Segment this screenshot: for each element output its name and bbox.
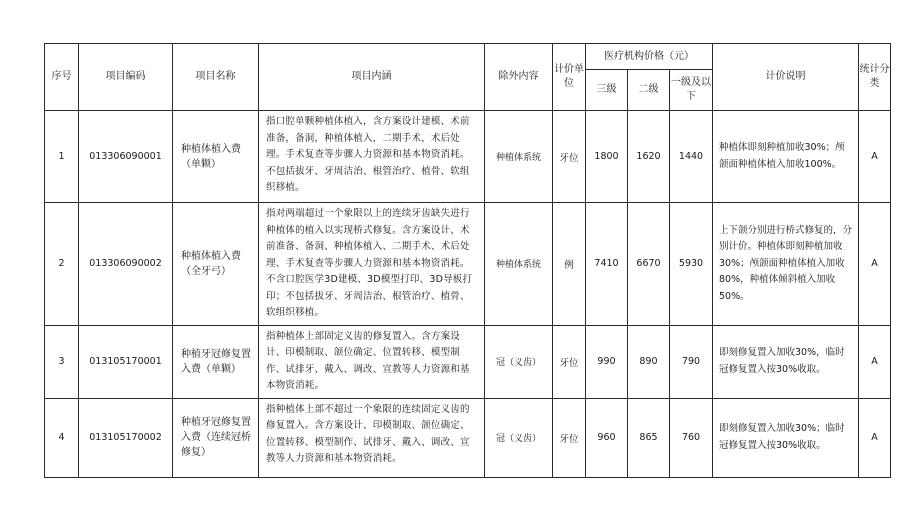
cell-name: 种植牙冠修复置入费（单颗） (173, 325, 259, 398)
header-level1: 一级及以下 (670, 70, 713, 111)
cell-category: A (859, 325, 891, 398)
header-level2: 二级 (628, 70, 670, 111)
cell-name: 种植牙冠修复置入费（连续冠桥修复） (173, 398, 259, 477)
pricing-table (44, 43, 891, 478)
cell-category: A (859, 111, 891, 203)
cell-price-level3: 960 (586, 398, 628, 477)
header-seq: 序号 (45, 44, 79, 111)
cell-name: 种植体植入费（单颗） (173, 111, 259, 203)
cell-unit: 牙位 (553, 398, 586, 477)
cell-price-level2: 1620 (628, 111, 670, 203)
cell-code: 013105170002 (79, 398, 173, 477)
cell-unit: 牙位 (553, 325, 586, 398)
header-category: 统计分类 (859, 44, 891, 111)
cell-content: 指口腔单颗种植体植入，含方案设计建模、术前准备，备洞，种植体植入，二期手术，术后处理。手术复查等步骤人力资源和基本物资消耗。不包括拔牙、牙周洁治、根管治疗、植骨、软组织移植。 (259, 111, 485, 203)
cell-price-level1: 790 (670, 325, 713, 398)
header-note: 计价说明 (713, 44, 859, 111)
cell-content: 指对两端超过一个象限以上的连续牙齿缺失进行种植体的植入以实现桥式修复。含方案设计、术前准备、备洞、种植体植入、二期手术、术后处理、手术复查等步骤人力资源和基本物资消耗。不含口腔医学3D建模、3D模型打印、3D导板打印；不包括拔牙、牙周洁治、根管治疗、植骨、软组织移植。 (259, 203, 485, 326)
header-code: 项目编码 (79, 44, 173, 111)
cell-exclusions: 种植体系统 (485, 111, 553, 203)
cell-price-level1: 5930 (670, 203, 713, 326)
cell-note: 种植体即刻种植加收30%；颅颌面种植体植入加收100%。 (713, 111, 859, 203)
table-row (45, 398, 891, 477)
cell-code: 013306090001 (79, 111, 173, 203)
table-row (45, 203, 891, 326)
cell-category: A (859, 203, 891, 326)
cell-content: 指种植体上部不超过一个象限的连续固定义齿的修复置入。含方案设计、印模制取、颌位确定、位置转移、模型制作、试排牙、戴入、调改、宣教等人力资源和基本物资消耗。 (259, 398, 485, 477)
cell-unit: 例 (553, 203, 586, 326)
cell-price-level3: 1800 (586, 111, 628, 203)
cell-price-level1: 760 (670, 398, 713, 477)
cell-note: 上下颌分别进行桥式修复的，分别计价。种植体即刻种植加收30%；颅颌面种植体植入加收80%，种植体倾斜植入加收50%。 (713, 203, 859, 326)
header-level3: 三级 (586, 70, 628, 111)
cell-code: 013105170001 (79, 325, 173, 398)
pricing-table-container (44, 43, 890, 478)
cell-seq: 1 (45, 111, 79, 203)
cell-seq: 2 (45, 203, 79, 326)
cell-category: A (859, 398, 891, 477)
cell-price-level2: 865 (628, 398, 670, 477)
cell-seq: 4 (45, 398, 79, 477)
cell-price-level1: 1440 (670, 111, 713, 203)
cell-note: 即刻修复置入加收30%，临时冠修复置入按30%收取。 (713, 325, 859, 398)
cell-price-level3: 990 (586, 325, 628, 398)
cell-exclusions: 种植体系统 (485, 203, 553, 326)
cell-note: 即刻修复置入加收30%；临时冠修复置入按30%收取。 (713, 398, 859, 477)
table-row (45, 325, 891, 398)
cell-unit: 牙位 (553, 111, 586, 203)
cell-exclusions: 冠（义齿） (485, 325, 553, 398)
cell-price-level2: 890 (628, 325, 670, 398)
header-row-top (45, 44, 891, 70)
cell-seq: 3 (45, 325, 79, 398)
header-exclusions: 除外内容 (485, 44, 553, 111)
header-name: 项目名称 (173, 44, 259, 111)
header-price-group: 医疗机构价格（元） (586, 44, 713, 70)
cell-content: 指种植体上部固定义齿的修复置入。含方案设计、印模制取、颌位确定、位置转移、模型制作、试排牙、戴入、调改、宣教等人力资源和基本物资消耗。 (259, 325, 485, 398)
header-content: 项目内涵 (259, 44, 485, 111)
cell-code: 013306090002 (79, 203, 173, 326)
cell-name: 种植体植入费（全牙弓） (173, 203, 259, 326)
cell-price-level3: 7410 (586, 203, 628, 326)
cell-price-level2: 6670 (628, 203, 670, 326)
header-unit: 计价单位 (553, 44, 586, 111)
cell-exclusions: 冠（义齿） (485, 398, 553, 477)
table-row (45, 111, 891, 203)
